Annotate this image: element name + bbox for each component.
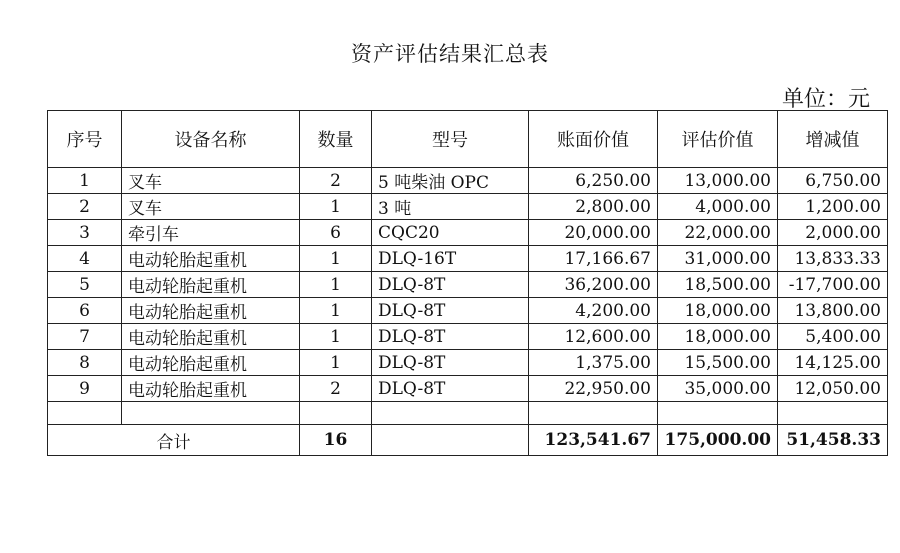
cell-appraised-value: 22,000.00 — [658, 220, 778, 246]
table-row — [48, 324, 888, 350]
total-model-empty — [372, 425, 529, 456]
cell-name: 电动轮胎起重机 — [122, 298, 300, 324]
cell-appraised-value: 15,500.00 — [658, 350, 778, 376]
table-row — [48, 194, 888, 220]
cell-qty: 1 — [300, 194, 372, 220]
cell-no: 5 — [48, 272, 122, 298]
cell-difference: 2,000.00 — [778, 220, 888, 246]
header-name: 设备名称 — [122, 111, 300, 168]
total-appraised-value: 175,000.00 — [658, 425, 778, 456]
total-label: 合计 — [48, 425, 300, 456]
cell-book-value: 36,200.00 — [529, 272, 658, 298]
cell-qty: 1 — [300, 298, 372, 324]
table-row — [48, 376, 888, 402]
cell-name: 电动轮胎起重机 — [122, 272, 300, 298]
blank-cell — [48, 402, 122, 425]
cell-qty: 2 — [300, 376, 372, 402]
cell-book-value: 2,800.00 — [529, 194, 658, 220]
header-book-value: 账面价值 — [529, 111, 658, 168]
header-row — [48, 111, 888, 168]
total-row — [48, 425, 888, 456]
cell-appraised-value: 4,000.00 — [658, 194, 778, 220]
blank-cell — [778, 402, 888, 425]
cell-model: DLQ-8T — [372, 324, 529, 350]
cell-no: 9 — [48, 376, 122, 402]
cell-model: DLQ-8T — [372, 350, 529, 376]
blank-row — [48, 402, 888, 425]
asset-summary-table — [47, 110, 888, 456]
header-qty: 数量 — [300, 111, 372, 168]
cell-qty: 2 — [300, 168, 372, 194]
cell-name: 电动轮胎起重机 — [122, 246, 300, 272]
cell-qty: 1 — [300, 272, 372, 298]
cell-no: 2 — [48, 194, 122, 220]
cell-model: 3 吨 — [372, 194, 529, 220]
cell-qty: 6 — [300, 220, 372, 246]
table-row — [48, 272, 888, 298]
blank-cell — [529, 402, 658, 425]
cell-qty: 1 — [300, 350, 372, 376]
cell-model: DLQ-8T — [372, 376, 529, 402]
cell-no: 4 — [48, 246, 122, 272]
table-row — [48, 246, 888, 272]
table-row — [48, 298, 888, 324]
cell-appraised-value: 35,000.00 — [658, 376, 778, 402]
document-title: 资产评估结果汇总表 — [351, 42, 549, 66]
cell-book-value: 17,166.67 — [529, 246, 658, 272]
cell-no: 3 — [48, 220, 122, 246]
header-model: 型号 — [372, 111, 529, 168]
cell-difference: 12,050.00 — [778, 376, 888, 402]
cell-name: 叉车 — [122, 168, 300, 194]
header-difference: 增减值 — [778, 111, 888, 168]
cell-name: 叉车 — [122, 194, 300, 220]
total-qty: 16 — [300, 425, 372, 456]
cell-book-value: 20,000.00 — [529, 220, 658, 246]
cell-name: 电动轮胎起重机 — [122, 350, 300, 376]
cell-book-value: 6,250.00 — [529, 168, 658, 194]
cell-qty: 1 — [300, 246, 372, 272]
cell-difference: 14,125.00 — [778, 350, 888, 376]
header-no: 序号 — [48, 111, 122, 168]
cell-model: 5 吨柴油 OPC — [372, 168, 529, 194]
blank-cell — [372, 402, 529, 425]
cell-difference: 6,750.00 — [778, 168, 888, 194]
cell-name: 牵引车 — [122, 220, 300, 246]
cell-difference: 13,800.00 — [778, 298, 888, 324]
cell-name: 电动轮胎起重机 — [122, 376, 300, 402]
cell-model: CQC20 — [372, 220, 529, 246]
unit-label: 单位：元 — [781, 87, 870, 112]
table-row — [48, 220, 888, 246]
cell-model: DLQ-8T — [372, 272, 529, 298]
cell-model: DLQ-16T — [372, 246, 529, 272]
cell-no: 6 — [48, 298, 122, 324]
table-row — [48, 350, 888, 376]
cell-appraised-value: 13,000.00 — [658, 168, 778, 194]
cell-name: 电动轮胎起重机 — [122, 324, 300, 350]
cell-difference: 1,200.00 — [778, 194, 888, 220]
cell-appraised-value: 31,000.00 — [658, 246, 778, 272]
cell-book-value: 1,375.00 — [529, 350, 658, 376]
table-row — [48, 168, 888, 194]
cell-appraised-value: 18,000.00 — [658, 298, 778, 324]
cell-book-value: 4,200.00 — [529, 298, 658, 324]
cell-book-value: 12,600.00 — [529, 324, 658, 350]
cell-difference: 5,400.00 — [778, 324, 888, 350]
cell-difference: 13,833.33 — [778, 246, 888, 272]
header-appraised-value: 评估价值 — [658, 111, 778, 168]
cell-no: 7 — [48, 324, 122, 350]
cell-qty: 1 — [300, 324, 372, 350]
cell-difference: -17,700.00 — [778, 272, 888, 298]
cell-no: 8 — [48, 350, 122, 376]
cell-model: DLQ-8T — [372, 298, 529, 324]
cell-appraised-value: 18,000.00 — [658, 324, 778, 350]
blank-cell — [122, 402, 300, 425]
blank-cell — [658, 402, 778, 425]
total-difference: 51,458.33 — [778, 425, 888, 456]
blank-cell — [300, 402, 372, 425]
cell-appraised-value: 18,500.00 — [658, 272, 778, 298]
cell-no: 1 — [48, 168, 122, 194]
total-book-value: 123,541.67 — [529, 425, 658, 456]
cell-book-value: 22,950.00 — [529, 376, 658, 402]
